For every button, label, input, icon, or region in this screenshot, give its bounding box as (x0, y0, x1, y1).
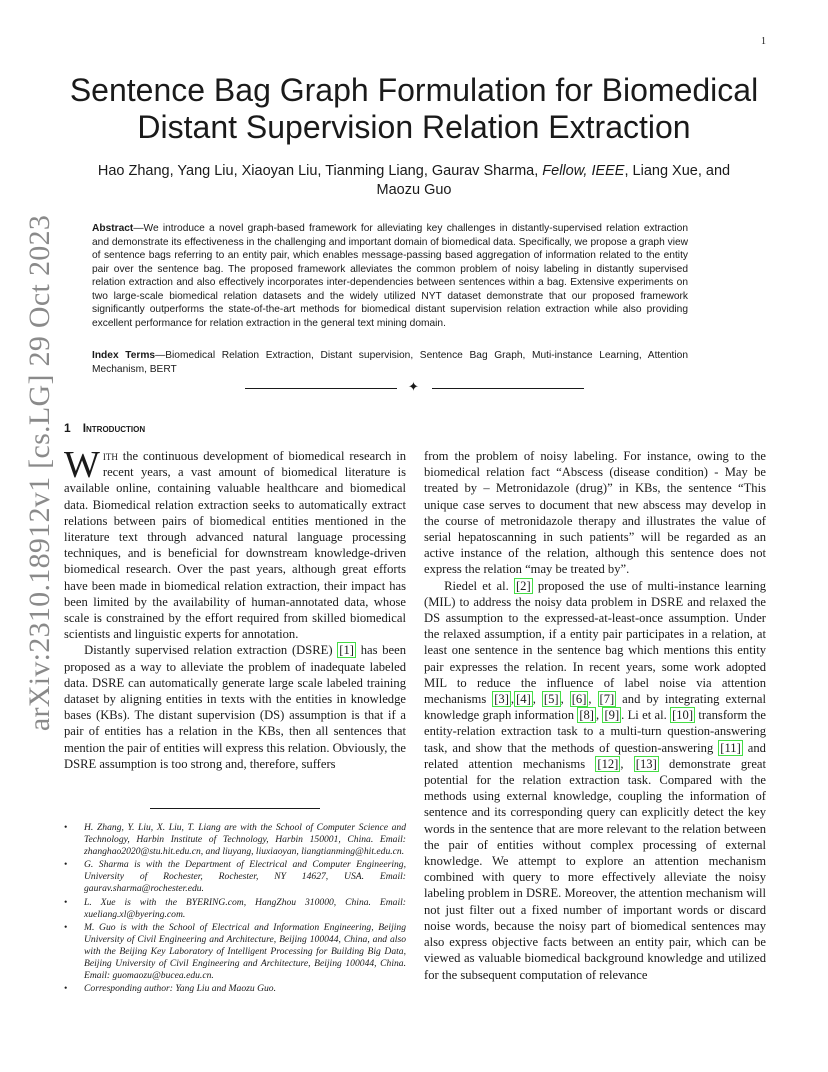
paragraph-text: and related attention mechanisms (424, 740, 766, 771)
citation-separator: , (532, 692, 542, 707)
paragraph-text: proposed the use of multi-instance learning (MIL) to address the noisy data problem in DSRE and relaxed the DS assumption to the expressed-at-least-once assumption. Under the relaxed assumption, if a entity pair participates in a relation, at least one sentence in the sentence bag which mentions this entity pair expresses the relation. In recent years, some work adopted MIL to reduce the influence of label noise via attention mechanisms (424, 578, 766, 707)
drop-cap-continuation: ith (102, 449, 118, 463)
paragraph-text: and by integrating external knowledge graph information (424, 692, 766, 723)
left-column (64, 444, 406, 772)
divider-rule-right (432, 388, 584, 389)
citation-link[interactable]: [5] (543, 692, 559, 707)
citation-separator: , (510, 692, 515, 707)
citation-link[interactable]: [11] (720, 740, 741, 755)
citation-link[interactable]: [7] (599, 692, 615, 707)
abstract (92, 222, 688, 330)
paragraph-text: . Li et al. (621, 708, 671, 723)
intro-paragraph-1-text: the continuous development of biomedical research in recent years, a vast amount of biomedical literature is available online, containing valuable healthcare and biomedical data. Biomedical relation extraction seeks to automatically extract relations between pairs of biomedical entities mentioned in the literature text through advanced natural language processing techniques, and is beneficial for downstream knowledge-driven biomedical research. Over the past years, although great efforts have been made in biomedical relation extraction, their impact has been limited by the availability of human-annotated data, whose scale is constrained by the effort required from skilled biomedical scientists and linguistic experts for annotation. (64, 449, 406, 642)
paragraph-text: Riedel et al. (444, 578, 514, 593)
abstract-label: Abstract (92, 223, 134, 234)
citation-separator: , (596, 708, 603, 723)
citation-separator: , (560, 692, 570, 707)
citation-link[interactable]: [10] (672, 708, 694, 723)
author-list (90, 162, 738, 200)
author-names-after: , Liang Xue, and Maozu Guo (376, 163, 731, 198)
footnote-item: • H. Zhang, Y. Liu, X. Liu, T. Liang are with the School of Computer Science and Technology, Harbin Institute of Technology, Harbin 150001, China. Email: zhanghao2020@stu.hit.edu.cn, and liuyang, liuxiaoyan, liangtianming@hit.edu.cn. (64, 822, 406, 858)
paper-title: Sentence Bag Graph Formulation for Biomedical Distant Supervision Relation Extraction (69, 72, 759, 145)
arxiv-identifier: arXiv:2310.18912v1 [cs.LG] 29 Oct 2023 (23, 214, 56, 732)
citation-link[interactable]: [13] (635, 756, 657, 771)
footnote-item: • L. Xue is with the BYERING.com, HangZhou 310000, China. Email: xueliang.xl@byering.com. (64, 897, 406, 921)
paragraph-text: transform the entity-relation extraction task to a multi-turn question-answering task, and show that the methods of question-answering (424, 708, 767, 755)
citation-link[interactable]: [9] (604, 708, 620, 723)
section-number: 1 (64, 421, 71, 435)
intro-paragraph-3: from the problem of noisy labeling. For instance, owing to the biomedical relation fact “Abscess (disease condition) - May be treated by – Metronidazole (drug)” in KBs, the sentence “This unique case serves to document that new abscess may develop in the course of metronidazole therapy and illustrates the value of serial hepatoscanning in such patients” will be regarded as an active instance of the relation, although this sentence does not express the relation “may be treated by”. (424, 449, 766, 577)
drop-cap: W (64, 444, 100, 486)
footnote-item: • M. Guo is with the School of Electrical and Information Engineering, Beijing University of Civil Engineering and Architecture, Beijing 100044, China, and also with the Beijing Key Laboratory of Intelligent Processing for Building Big Data, Beijing University of Civil Engineering and Architecture, Beijing 100044, China. Email: guomaozu@bucea.edu.cn. (64, 922, 406, 982)
citation-separator: , (588, 692, 598, 707)
author-names: Hao Zhang, Yang Liu, Xiaoyan Liu, Tianming Liang, Gaurav Sharma, (97, 163, 539, 179)
footnote-rule (150, 808, 320, 809)
intro-paragraph-4 (424, 578, 766, 983)
footnote-item: • G. Sharma is with the Department of Electrical and Computer Engineering, University of Rochester, Rochester, NY 14627, USA. Email: gaurav.sharma@rochester.edu. (64, 859, 406, 895)
abstract-text: —We introduce a novel graph-based framework for alleviating key challenges in distantly-supervised relation extraction and demonstrate its effectiveness in the challenging and important domain of biomedical data. Specifically, we propose a graph view of sentence bags referring to an entity pair, which enables message-passing based aggregation of information related to the entity pair over the sentence bag. The proposed framework alleviates the common problem of noisy labeling in distantly supervised relation extraction and also effectively incorporates inter-dependencies between sentences within a bag. Extensive experiments on two large-scale biomedical relation datasets and the widely utilized NYT dataset demonstrate that our proposed framework significantly outperforms the state-of-the-art methods for biomedical distant supervision relation extraction while also providing excellent performance for relation extraction in the general text mining domain. (92, 223, 688, 329)
page-number: 1 (761, 36, 766, 47)
author-fellow-title: Fellow, IEEE (542, 163, 625, 179)
citation-link[interactable]: [2] (515, 578, 531, 593)
index-terms-text: —Biomedical Relation Extraction, Distant supervision, Sentence Bag Graph, Muti-instance Learning, Attention Mechanism, BERT (92, 350, 688, 375)
index-terms-label: Index Terms (92, 350, 156, 361)
paragraph-text: has been proposed as a way to alleviate the problem of inadequate labeled data. DSRE can automatically generate large scale labeled training dataset by aligning entities in texts with the entities in knowledge bases (KBs). The distant supervision (DS) assumption is that if a pair of entities has a relation in the KBs, then all sentences that mention the pair of entities will express this relation. Obviously, the DSRE assumption is too strong and, therefore, suffers (64, 643, 406, 771)
citation-link[interactable]: [12] (597, 756, 619, 771)
citation-link[interactable]: [8] (579, 708, 594, 723)
intro-paragraph-1 (64, 444, 406, 642)
right-column (424, 448, 766, 983)
divider-diamond-icon: ✦ (408, 379, 419, 394)
footnote-item: • Corresponding author: Yang Liu and Maozu Guo. (64, 983, 406, 995)
paragraph-text: demonstrate great potential for the relation extraction task. Compared with the methods using external knowledge, coupling the information of sentence and its corresponding query can explicitly detect the key words in the sentence that are more relevant to the relation between the pair of entities without complex processing of external knowledge. We attempt to explore an attention mechanism combined with query to more effectively alleviate the noisy labeling problem in DSRE. Moreover, the attention mechanism will not just filter out a fixed number of important words or discard noise words, because the noisy part of biomedical sentences may also express objective facts between an entity pair, which can be viewed as valuable biomedical background knowledge and utilized for the subsequent computation of relevance (424, 756, 767, 982)
section-title: Introduction (82, 421, 146, 435)
affiliation-footnotes (64, 822, 406, 996)
citation-link[interactable]: [1] (339, 643, 354, 658)
citation-separator: , (620, 756, 634, 771)
citation-link[interactable]: [6] (571, 692, 587, 707)
paragraph-text: Distantly supervised relation extraction (DSRE) (84, 643, 338, 658)
index-terms (92, 349, 688, 376)
divider-rule-left (245, 388, 397, 389)
citation-link[interactable]: [3] (494, 692, 509, 707)
section-heading (64, 421, 145, 435)
intro-paragraph-2 (64, 642, 406, 772)
citation-link[interactable]: [4] (516, 692, 531, 707)
